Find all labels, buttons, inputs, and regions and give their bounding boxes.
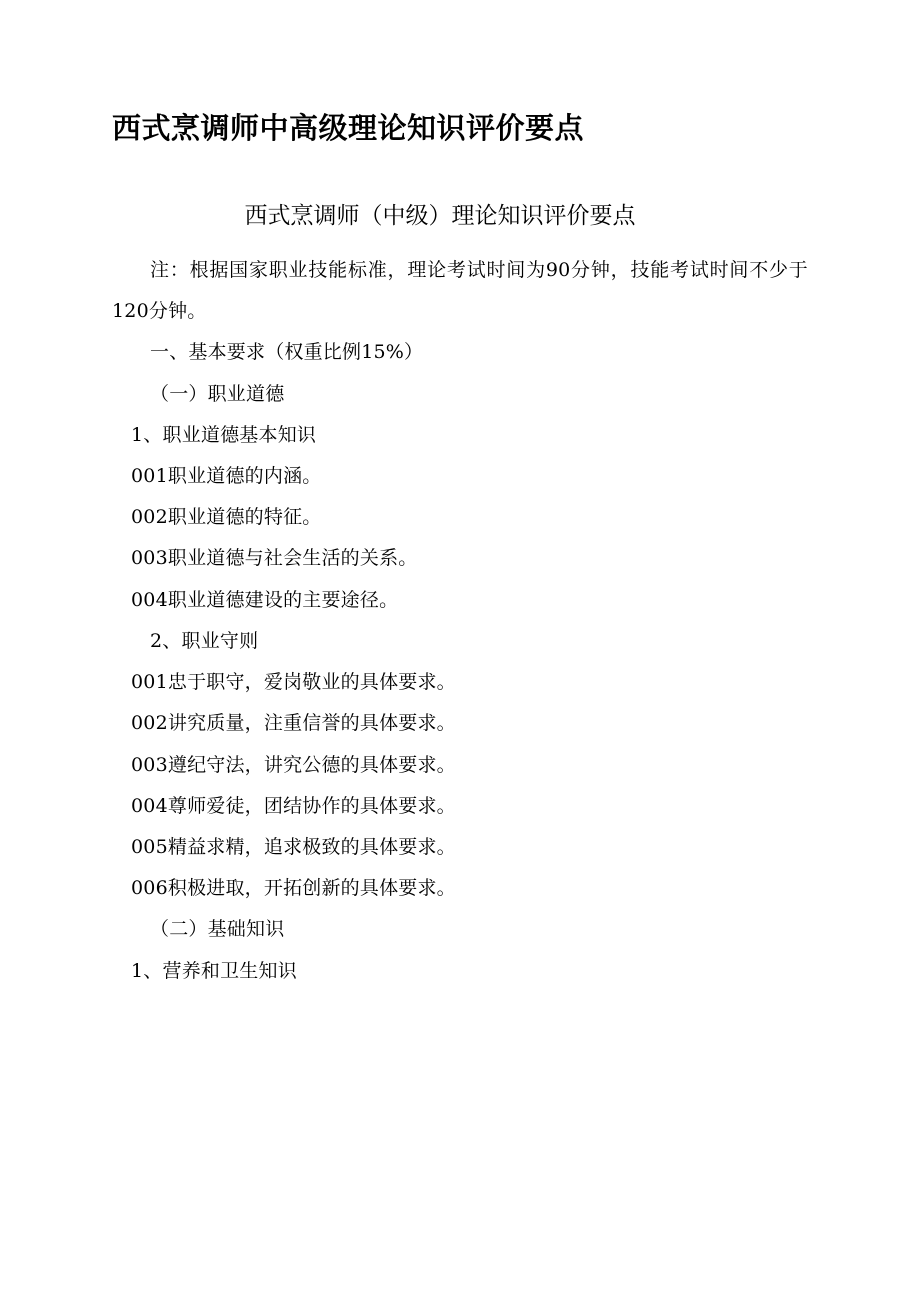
document-body [112, 232, 808, 992]
paragraph-section-1-1: （一）职业道德 [150, 382, 285, 405]
paragraph-item-2-001: 001忠于职守，爱岗敬业的具体要求。 [131, 671, 456, 694]
document-subtitle: 西式烹调师（中级）理论知识评价要点 [244, 202, 636, 229]
paragraph-item-2-004: 004尊师爱徒，团结协作的具体要求。 [131, 794, 456, 817]
paragraph-item-1-004: 004职业道德建设的主要途径。 [131, 588, 399, 611]
paragraph-item-1-002: 002职业道德的特征。 [131, 506, 322, 529]
paragraph-section-1-2: （二）基础知识 [150, 918, 285, 941]
paragraph-item-2-006: 006积极进取，开拓创新的具体要求。 [131, 877, 456, 900]
paragraph-item-2-005: 005精益求精，追求极致的具体要求。 [131, 835, 456, 858]
paragraph-item-1: 1、职业道德基本知识 [131, 423, 317, 446]
paragraph-item-1-003: 003职业道德与社会生活的关系。 [131, 547, 418, 570]
paragraph-item-2-002: 002讲究质量，注重信誉的具体要求。 [131, 712, 456, 735]
paragraph-item-2-003: 003遵纪守法，讲究公德的具体要求。 [131, 753, 456, 776]
paragraph-item-2: 2、职业守则 [150, 629, 259, 652]
paragraph-item-1-001: 001职业道德的内涵。 [131, 464, 322, 487]
page-title: 西式烹调师中高级理论知识评价要点 [112, 111, 585, 145]
paragraph-section-1: 一、基本要求（权重比例15%） [150, 341, 424, 364]
paragraph-item-3: 1、营养和卫生知识 [131, 959, 297, 982]
paragraph-note: 注：根据国家职业技能标准，理论考试时间为90分钟，技能考试时间不少于120分钟。 [112, 258, 808, 323]
